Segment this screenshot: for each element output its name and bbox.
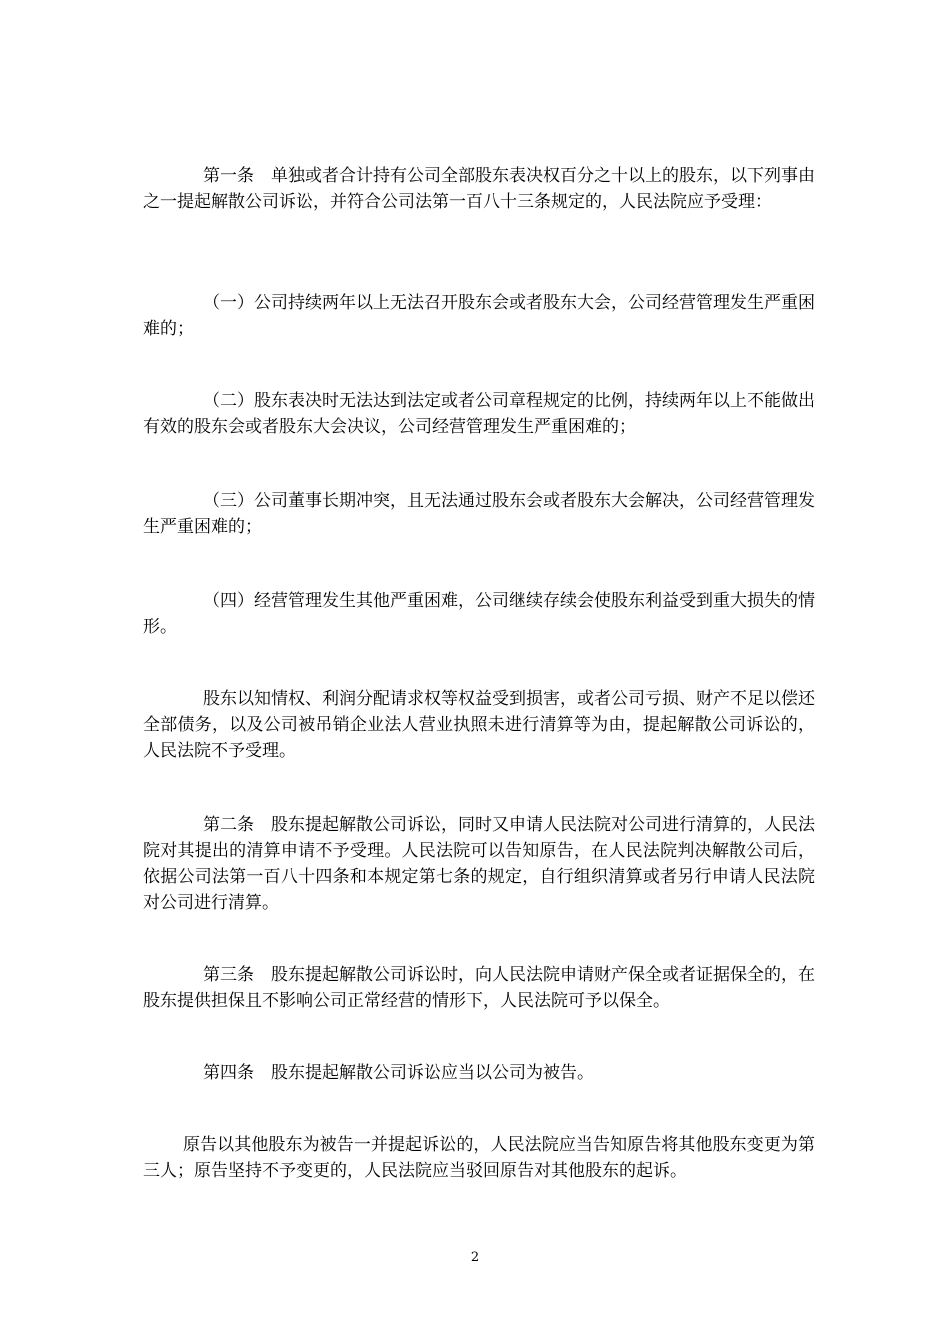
page-number: 2 [470, 1250, 480, 1265]
item-4-paragraph: （四）经营管理发生其他严重困难，公司继续存续会使股东利益受到重大损失的情形。 [143, 591, 815, 637]
defendant-paragraph: 原告以其他股东为被告一并提起诉讼的，人民法院应当告知原告将其他股东变更为第三人；原告坚持不予变更的，人民法院应当驳回原告对其他股东的起诉。 [143, 1135, 815, 1181]
exclusion-paragraph: 股东以知情权、利润分配请求权等权益受到损害，或者公司亏损、财产不足以偿还全部债务，以及公司被吊销企业法人营业执照未进行清算等为由，提起解散公司诉讼的，人民法院不予受理。 [143, 689, 815, 761]
article-3-paragraph: 第三条 股东提起解散公司诉讼时，向人民法院申请财产保全或者证据保全的，在股东提供担保且不影响公司正常经营的情形下，人民法院可予以保全。 [143, 965, 815, 1011]
item-3-paragraph: （三）公司董事长期冲突，且无法通过股东会或者股东大会解决，公司经营管理发生严重困难的； [143, 491, 815, 537]
item-2-paragraph: （二）股东表决时无法达到法定或者公司章程规定的比例，持续两年以上不能做出有效的股东会或者股东大会决议，公司经营管理发生严重困难的； [143, 391, 815, 437]
article-4-paragraph: 第四条 股东提起解散公司诉讼应当以公司为被告。 [203, 1063, 594, 1083]
article-2-paragraph: 第二条 股东提起解散公司诉讼，同时又申请人民法院对公司进行清算的，人民法院对其提出的清算申请不予受理。人民法院可以告知原告，在人民法院判决解散公司后，依据公司法第一百八十四条和本规定第七条的规定，自行组织清算或者另行申请人民法院对公司进行清算。 [143, 815, 815, 913]
article-1-paragraph: 第一条 单独或者合计持有公司全部股东表决权百分之十以上的股东，以下列事由之一提起解散公司诉讼，并符合公司法第一百八十三条规定的，人民法院应予受理： [143, 166, 815, 212]
item-1-paragraph: （一）公司持续两年以上无法召开股东会或者股东大会，公司经营管理发生严重困难的； [143, 293, 815, 339]
